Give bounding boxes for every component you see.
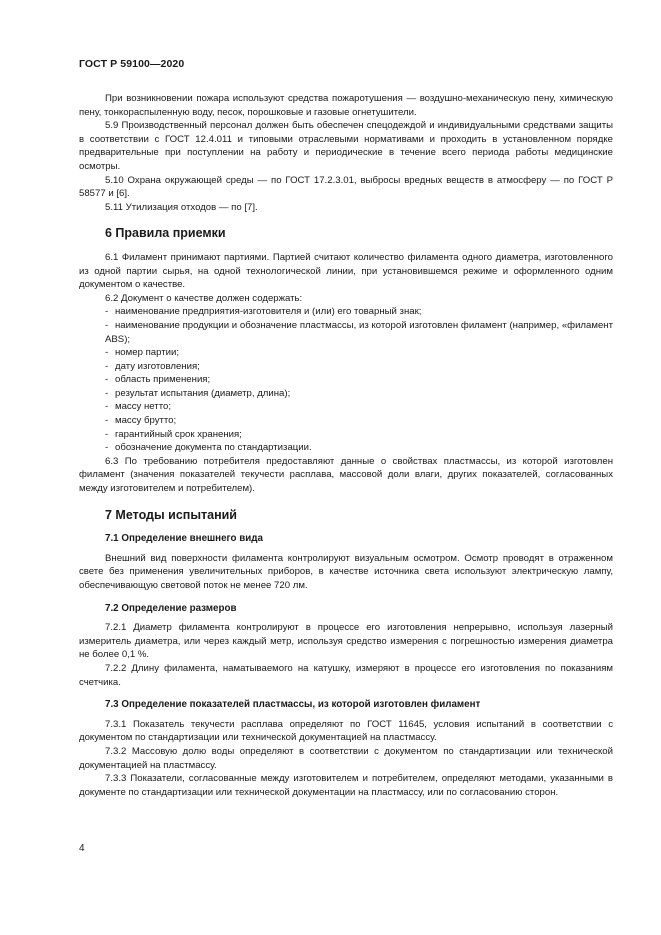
document-body <box>79 92 613 799</box>
paragraph-7-1: Внешний вид поверхности филамента контролируют визуальным осмотром. Осмотр проводят в отраженном свете без применения увеличительных приборов, в качестве источника света используют электрическую лампу, обеспечивающую световой поток не менее 720 лм. <box>79 552 613 591</box>
paragraph-6-2: 6.2 Документ о качестве должен содержать: <box>105 292 303 304</box>
paragraph-5-9: 5.9 Производственный персонал должен быть обеспечен спецодеждой и индивидуальными средствами защиты в соответствии с ГОСТ 12.4.011 и типовыми отраслевыми нормативами и проходить в установленном порядке предварительные при поступлении на работу и периодические в течение всего периода работы медицинские осмотры. <box>79 120 613 172</box>
subsection-7-2-heading: 7.2 Определение размеров <box>105 602 237 614</box>
list-item: - гарантийный срок хранения; <box>105 428 242 440</box>
section-7-heading: 7 Методы испытаний <box>105 507 237 522</box>
paragraph-6-3: 6.3 По требованию потребителя предоставляют данные о свойствах пластмассы, из которой изготовлен филамент (значения показателей текучести расплава, массовой доли влаги, других показателей, согласованных между изготовителем и потребителем). <box>79 455 613 495</box>
list-item: - область применения; <box>105 374 211 386</box>
paragraph-fire-means: При возникновении пожара используют средства пожаротушения — воздушно-механическую пену, химическую пену, тонкораспыленную воду, песок, порошковые и газовые огнетушители. <box>79 93 613 118</box>
list-item: - наименование продукции и обозначение пластмассы, из которой изготовлен филамент (например, «филамент ABS); <box>105 319 613 345</box>
document-code-header: ГОСТ Р 59100—2020 <box>79 58 185 70</box>
paragraph-7-2-1: 7.2.1 Диаметр филамента контролируют в процессе его изготовления непрерывно, используя лазерный измеритель диаметра, или через каждый метр, используя средство измерения с погрешностью измерения диаметра не более 0,1 %. <box>79 622 613 661</box>
list-item: - массу нетто; <box>105 401 171 413</box>
paragraph-6-1: 6.1 Филамент принимают партиями. Партией считают количество филамента одного диаметра, изготовленного из одной партии сырья, на одной технологической линии, при установившемся режиме и оформленного одним документом о качестве. <box>79 251 613 291</box>
list-item: - результат испытания (диаметр, длина); <box>105 387 291 399</box>
list-item: - массу брутто; <box>105 415 177 427</box>
paragraph-7-2-2: 7.2.2 Длину филамента, наматываемого на катушку, измеряют в процессе его изготовления по показаниям счетчика. <box>79 662 613 688</box>
paragraph-7-3-1: 7.3.1 Показатель текучести расплава определяют по ГОСТ 11645, условия испытаний в соответствии с документом по стандартизации или технической документацией на пластмассу. <box>79 718 613 744</box>
list-item: - наименование предприятия-изготовителя и (или) его товарный знак; <box>105 306 422 318</box>
paragraph-7-3-2: 7.3.2 Массовую долю воды определяют в соответствии с документом по стандартизации или технической документацией на пластмассу. <box>79 745 613 771</box>
subsection-7-1-heading: 7.1 Определение внешнего вида <box>105 533 263 545</box>
list-item: - номер партии; <box>105 347 179 359</box>
paragraph-7-3-3: 7.3.3 Показатели, согласованные между изготовителем и потребителем, определяют методами, указанными в документе по стандартизации или технической документации на пластмассу, или по согласованию сторон. <box>79 773 613 798</box>
list-item: - дату изготовления; <box>105 360 200 372</box>
section-6-heading: 6 Правила приемки <box>105 226 226 241</box>
paragraph-5-11: 5.11 Утилизация отходов — по [7]. <box>105 201 258 213</box>
paragraph-5-10: 5.10 Охрана окружающей среды — по ГОСТ 17.2.3.01, выбросы вредных веществ в атмосферу — по ГОСТ Р 58577 и [6]. <box>79 174 613 200</box>
list-item: - обозначение документа по стандартизации. <box>105 442 312 454</box>
subsection-7-3-heading: 7.3 Определение показателей пластмассы, из которой изготовлен филамент <box>105 699 481 711</box>
page-number: 4 <box>79 843 85 854</box>
